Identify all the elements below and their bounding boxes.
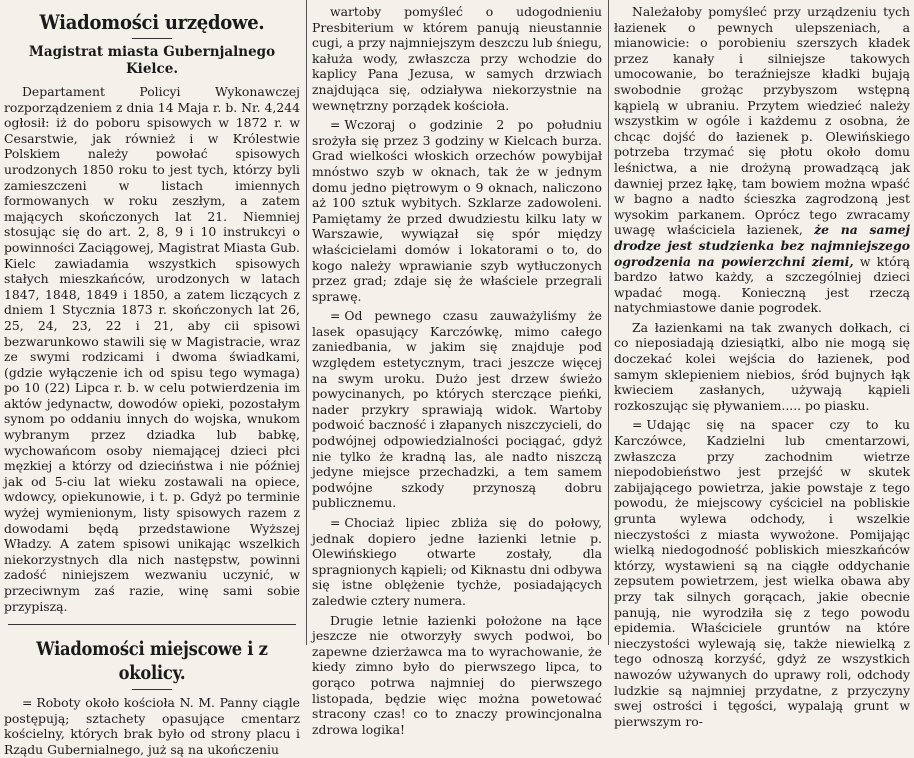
section-heading-official: Wiadomości urzędowe. <box>39 10 265 34</box>
local-news-text: Roboty około kościoła N. M. Panny ciągle postępują; sztachety opasujące cmentarz kościelny, których brak było od strony placu i Rządu Gubernialnego, już są na ukończeniu <box>4 695 300 757</box>
paragraph-marker: = <box>22 695 33 711</box>
bath-text-a: Należałoby pomyśleć przy urządzeniu tych łazienek o pewnych ulepszeniach, a mianowicie: o porobieniu szerszych kładek przez kanały i silniejsze takowych umocowanie, bo teraźniejsze kładki bujają swobodnie grożąc przybyszom wstępną kąpielą w ubraniu. Przytem wiedzieć należy wszystkim w ogóle i każdemu z osobna, że chcąc dojść do łazienek p. Olewińskiego potrzeba trzymać się płotu około domu leśnictwa, a nie drożyną prowadzącą jak dawniej przez łąkę, tam bowiem można wpaść w bagno a nadto ścieszka zagrodzoną jest wysokim parkanem. Oprócz tego zwracamy uwagę właściciela łazienek, <box>614 4 910 238</box>
article-sanitation-text: Udając się na spacer czy to ku Karczówce, Kadzielni lub cmentarzowi, zwłaszcza przy zachodnim wietrze niepodobieństwo jest przejść w skutek zabijającego powietrza, jakie powstaje z tego powodu, że miejscowy cyściciel na pobliskie grunta wylewa odchody, i wszelkie nieczystości z miasta wywożone. Pomijając wielką niedogodność pobliskich mieszkańców którzy, wystawieni są na ciągłe oddychanie zepsutem powietrzem, jest wielka obawa aby przy tak silnych gorącach, jakie obecnie panują, nie wyrodziła się z tego powodu epidemia. Właściciele gruntów na które nieczystości wylewają się, także niewielką z tego odnoszą korzyść, gdyż ze wszystkich nawozów używanych do uprawy roli, odchody ludzkie są najmniej przydatne, z przyczyny swej ostrości i tęgości, wypalają grunt w pierwszym ro- <box>614 417 910 729</box>
paragraph-marker: = <box>330 117 341 133</box>
paragraph-marker: = <box>330 308 341 324</box>
subheading-magistrat: Magistrat miasta Gubernjalnego Kielce. <box>28 44 276 77</box>
column-1 <box>4 4 300 757</box>
official-announcement: Departament Policyi Wykonawczej rozporządzeniem z dnia 14 Maja r. b. Nr. 4,244 ogłosił: iż do poboru spisowych w 1872 r. w Cesarstwie, jak również i w Królestwie Polskiem należy powołać spisowych urodzonych 1850 roku to jest tych, którzy byli zamieszczeni w listach imiennych formowanych w roku zeszłym, a zatem mających skończonych lat 21. Niemniej stosując się do art. 2, 8, 9 i 10 instrukcyi o powinności Zaciągowej, Magistrat Miasta Gub. Kielc zawiadamia wszystkich spisowych stałych mieszkańców, urodzonych w latach 1847, 1848, 1849 i 1850, a zatem liczących z dniem 1 Stycznia 1873 r. skończonych lat 26, 25, 24, 23, 22 i 21, aby cii spisowi bezwarunkowo stawili się w Magistracie, wraz ze swymi rodzicami i dwoma świadkami, (gdzie wyłączenie ich od spisu tego wymaga) po 10 (22) Lipca r. b. w celu potwierdzenia im aktów jedynactw, dowodów opieki, pozostałym synom po oddaniu innych do wojska, wnukom wybranym przez dziadka lub babkę, wychowańcom osoby niemającej dzieci płci męzkiej a którzy od dzieciństwa i nie później jak od 5-ciu lat wieku zostawali na opiece, wdowcy, opiekunowie, i t. p. Gdyż po terminie wyżej wymienionym, listy spisowych razem z dowodami będą przedstawione Wyższej Władzy. A zatem spisowi unikając wszelkich niekorzystnych dla nich następstw, powinni zadość niniejszem wezwaniu uczynić, w przeciwnym zaś razie, winę sami sobie przypiszą. <box>4 84 300 614</box>
paragraph-marker: = <box>330 515 341 530</box>
article-karczowka-forest <box>312 308 602 511</box>
column-divider <box>608 0 609 645</box>
article-karczowka-text: Od pewnego czasu zauważyliśmy że lasek opasujący Karczówkę, mimo całego zaniedbania, w jakim się znajduje pod względem estetycznym, traci jeszcze więcej na swym uroku. Dużo jest drzew świeżo powycinanych, po których sterczące pieńki, nader przykry sprawiają widok. Wartoby podwoić baczność i złapanych niszczycieli, do podwójnej odpowiedzialności pociągać, gdyż nie tylko że kradną las, ale nadto niszczą jedyne miejsce przechadzki, a tem samem podwójne szkody przynoszą dobru publicznemu. <box>312 308 602 511</box>
column-2 <box>312 4 602 737</box>
paragraph-marker: = <box>632 417 643 433</box>
heading-rule <box>132 38 172 39</box>
article-baths-text: Chociaż lipiec zbliża się do połowy, jednak dopiero jedne łazienki letnie p. Olewińskiego otwarte zostały, dla spragnionych kąpieli; od Kiknastu dni odbywa się istne oblężenie tychże, posiadających zaledwie cztery numera. <box>312 515 602 608</box>
heading-rule <box>132 689 172 690</box>
article-sanitation <box>614 417 910 729</box>
article-meadow-baths: Drugie letnie łazienki położone na łące jeszcze nie otworzyły swych podwoi, bo zapewne dzierżawca ma to wyrachowanie, że kiedy zimno było do pierwszego lipca, to gorąco potrwa najmniej do pierwszego listopada, będzie więc można powetować stracony czas! co to znaczy prowincjonalna zdrowa logika! <box>312 612 602 737</box>
bath-text-c: w którą bardzo łatwo każdy, a szczególniej dzieci wpadać mogą. Konieczną jest rzeczą natychmiastowe danie pogrodek. <box>614 253 910 316</box>
article-baths <box>312 515 602 609</box>
column-divider <box>306 0 307 645</box>
local-news-paragraph <box>4 695 300 757</box>
article-storm-text: Wczoraj o godzinie 2 po południu srożyła się przez 3 godziny w Kielcach burza. Grad wielkości włoskich orzechów powybijał mnóstwo szyb w oknach, tak że w jednym domu jedno piętrowym o 9 oknach, naliczono aż 100 sztuk wybitych. Szklarze zadowoleni. Pamiętamy że przed dwudziestu kilku laty w Warszawie, wywiązał się spór między właścicielami domów i lokatorami o to, do kogo należy wprawianie szyb wytłuczonych przez grad; zdaje się że właściele przegrali sprawę. <box>312 117 602 304</box>
column-3 <box>614 4 910 729</box>
article-bath-improvements <box>614 4 910 316</box>
article-presbiterium: wartoby pomyśleć o udogodnieniu Presbiterium w którem panują nieustannie cugi, a przy najmniejszym deszczu lub śniegu, kałuża wody, zwłaszcza przy wchodzie do kaplicy Pana Jezusa, w samych drzwiach znajdująca się, odziaływa niekorzystnie na wewnętrzny porządek kościoła. <box>312 4 602 113</box>
bath-text-emphasis: że na samej drodze jest studzienka bez najmniejszego ogrodzenia na powierzchni ziemi, <box>614 222 910 269</box>
section-heading-local: Wiadomości miejscowe i z okolicy. <box>36 638 268 685</box>
article-dolki: Za łazienkami na tak zwanych dołkach, ci co nieposiadają dziesiątki, albo nie mogą się doczekać kolei wejścia do łazienek, pod samym sklepieniem niebios, śród bujnych łąk kwieciem zasłanych, używają kąpieli rozkoszując się pływaniem..... po piasku. <box>614 319 910 413</box>
article-storm <box>312 117 602 304</box>
section-rule <box>8 624 296 625</box>
